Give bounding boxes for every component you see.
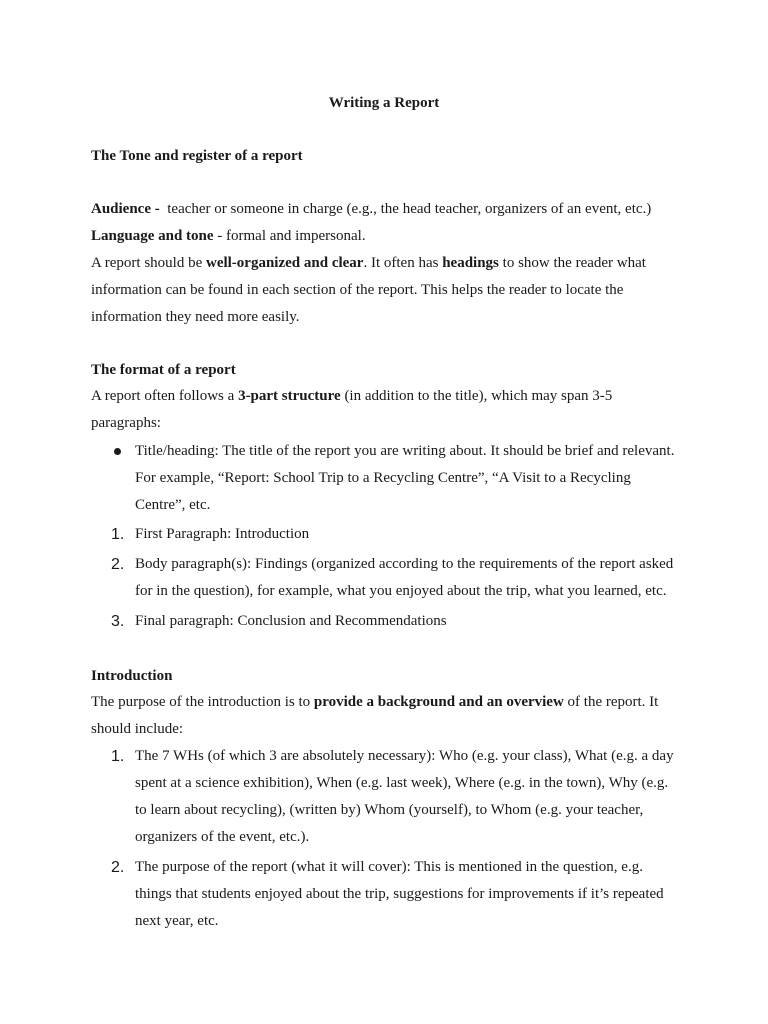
tone-para-bold-1: well-organized and clear [205, 255, 364, 271]
tone-para-text-1: A report should be [91, 255, 206, 271]
tone-para-text-3: to show the reader what information can be found in each section of the report. This helps the reader to locate the information they need more easily. [91, 255, 646, 325]
list-item-text: Body paragraph(s): Findings (organized according to the requirements of the report asked for in the question), for example, what you enjoyed about the trip, what you learned, etc. [135, 556, 674, 599]
format-intro-text-1: A report often follows a [91, 388, 239, 404]
list-number: 1. [111, 526, 125, 543]
audience-label: Audience - [91, 201, 160, 217]
introduction-numbered-list [91, 743, 681, 935]
list-item [91, 521, 681, 548]
introduction-intro-text-1: The purpose of the introduction is to [91, 694, 314, 710]
list-number: 1. [111, 748, 125, 765]
format-intro [91, 383, 681, 437]
list-item-text: The 7 WHs (of which 3 are absolutely necessary): Who (e.g. your class), What (e.g. a day spent at a science exhibition), When (e.g. last week), Where (e.g. in the town), Why (e.g. to learn about recycling), (written by) Whom (yourself), to Whom (e.g. your teacher, organizers of the event, etc.). [135, 748, 674, 845]
section-heading-format: The format of a report [91, 362, 236, 378]
format-intro-text-2: (in addition to the title), which may span 3-5 paragraphs: [91, 388, 613, 431]
introduction-intro [91, 689, 681, 743]
section-heading-introduction: Introduction [91, 668, 173, 684]
language-text: - formal and impersonal. [217, 228, 366, 244]
tone-paragraph [91, 250, 681, 331]
tone-para-bold-2: headings [442, 255, 499, 271]
format-numbered-list [91, 521, 681, 635]
list-item [91, 438, 681, 519]
introduction-intro-text-2: of the report. It should include: [91, 694, 659, 737]
list-item-text: Title/heading: The title of the report you are writing about. It should be brief and relevant. For example, “Report: School Trip to a Recycling Centre”, “A Visit to a Recycling Centre”, etc. [135, 443, 675, 513]
section-heading-tone: The Tone and register of a report [91, 148, 303, 164]
list-item-text: The purpose of the report (what it will cover): This is mentioned in the question, e.g. things that students enjoyed about the trip, suggestions for improvements if it’s repeated next year, etc. [135, 859, 664, 929]
tone-para-text-2: . It often has [363, 255, 443, 271]
language-label: Language and tone [91, 228, 214, 244]
list-number: 2. [111, 859, 125, 876]
list-number: 3. [111, 613, 125, 630]
audience-text: teacher or someone in charge (e.g., the head teacher, organizers of an event, etc.) [167, 201, 652, 217]
document-title: Writing a Report [328, 95, 440, 111]
introduction-intro-bold: provide a background and an overview [313, 694, 564, 710]
language-line [91, 223, 681, 250]
list-item [91, 854, 681, 935]
list-item [91, 608, 681, 635]
list-item-text: Final paragraph: Conclusion and Recommendations [135, 613, 447, 629]
audience-line [91, 196, 681, 223]
list-item [91, 743, 681, 851]
list-number: 2. [111, 556, 125, 573]
bullet-dot-icon [114, 448, 121, 455]
format-intro-bold: 3-part structure [238, 388, 341, 404]
format-bullet-list [91, 438, 681, 519]
list-item [91, 551, 681, 605]
list-item-text: First Paragraph: Introduction [135, 526, 310, 542]
